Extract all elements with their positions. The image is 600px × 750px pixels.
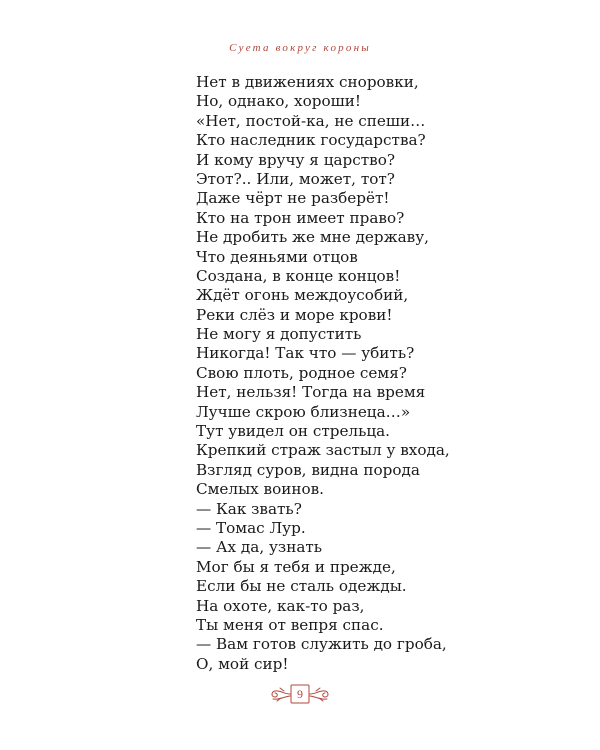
page-folio xyxy=(268,683,332,705)
poem-line: Реки слёз и море крови! xyxy=(196,305,393,324)
poem-line: Нет, нельзя! Тогда на время xyxy=(196,383,426,402)
poem-line: И кому вручу я царство? xyxy=(196,150,395,169)
poem-line: Лучше скрою близнеца…» xyxy=(196,402,411,421)
poem-line: Крепкий страж застыл у входа, xyxy=(196,441,450,460)
poem-line: Кто наследник государства? xyxy=(196,131,426,150)
poem-line: Ждёт огонь междоусобий, xyxy=(196,286,409,305)
poem-line: Нет в движениях сноровки, xyxy=(196,73,419,91)
poem-line: Что деяньями отцов xyxy=(196,247,358,266)
poem-line: Свою плоть, родное семя? xyxy=(196,363,407,382)
poem-line: О, мой сир! xyxy=(196,654,289,673)
poem-line: Не могу я допустить xyxy=(196,325,362,344)
poem-line: «Нет, постой-ка, не спеши… xyxy=(196,111,426,130)
poem-line: Смелых воинов. xyxy=(196,480,325,499)
poem-line: Кто на трон имеет право? xyxy=(196,208,405,227)
poem-line: Даже чёрт не разберёт! xyxy=(196,189,390,208)
poem-line: Этот?.. Или, может, тот? xyxy=(196,169,395,188)
poem-line: Ты меня от вепря спас. xyxy=(196,615,384,634)
poem-line: Тут увидел он стрельца. xyxy=(196,422,390,441)
poem-line: — Вам готов служить до гроба, xyxy=(196,635,447,654)
poem-line: — Ах да, узнать xyxy=(196,538,323,557)
poem-line: Не дробить же мне державу, xyxy=(196,228,429,247)
poem-line: Взгляд суров, видна порода xyxy=(196,460,420,479)
poem-line: Мог бы я тебя и прежде, xyxy=(196,557,396,576)
poem-line: Создана, в конце концов! xyxy=(196,266,401,285)
poem-line: На охоте, как-то раз, xyxy=(196,596,365,615)
page-number: 9 xyxy=(297,687,303,701)
poem-text xyxy=(196,73,556,674)
poem-line: — Как звать? xyxy=(196,499,302,518)
poem-line: — Томас Лур. xyxy=(196,518,306,537)
poem-line: Если бы не сталь одежды. xyxy=(196,577,407,596)
poem-line: Но, однако, хороши! xyxy=(196,92,361,111)
poem-line: Никогда! Так что — убить? xyxy=(196,344,415,363)
running-head: Суета вокруг короны xyxy=(229,42,371,54)
